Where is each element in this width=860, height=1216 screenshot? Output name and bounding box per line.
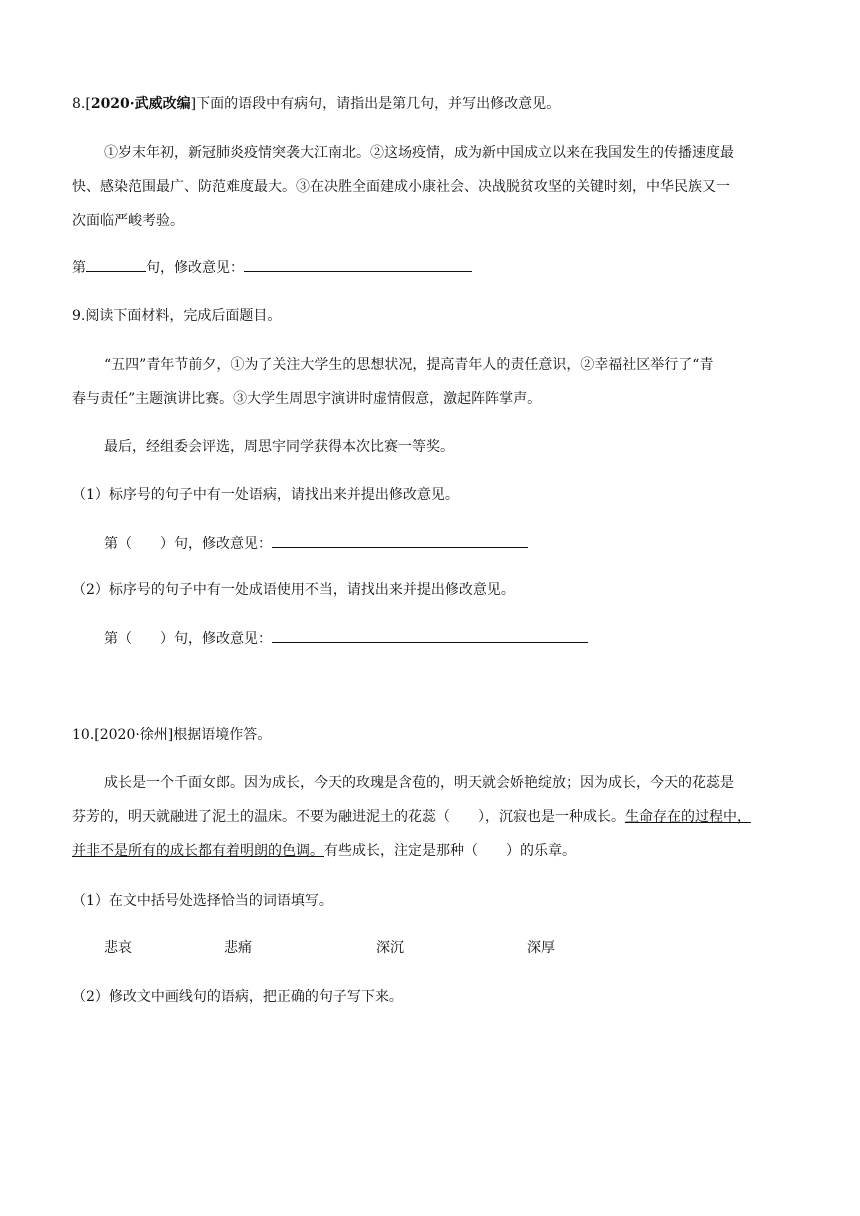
q8-answer-mid: 句，修改意见： bbox=[146, 260, 244, 276]
q8-number: 8.[ bbox=[72, 96, 91, 112]
q8-passage-line-3: 次面临严峻考验。 bbox=[72, 213, 184, 229]
q9-passage-line-1: “五四”青年节前夕，①为了关注大学生的思想状况，提高青年人的责任意识，②幸福社区举行了“青 bbox=[104, 357, 714, 373]
q9-sub2-revision-blank[interactable] bbox=[272, 628, 588, 643]
q10-underlined-sentence-part-1: 生命存在的过程中， bbox=[625, 809, 751, 825]
q10-option-3: 深沉 bbox=[376, 940, 404, 956]
q9-sub2-answer-text: 第（ ）句，修改意见： bbox=[104, 631, 272, 647]
q10-option-1: 悲哀 bbox=[104, 940, 132, 956]
q10-passage-line-1: 成长是一个千面女郎。因为成长，今天的玫瑰是含苞的，明天就会娇艳绽放；因为成长，今天的花蕊是 bbox=[104, 775, 734, 791]
q9-sub2: （2）标序号的句子中有一处成语使用不当，请找出来并提出修改意见。 bbox=[72, 582, 515, 598]
q10-option-2: 悲痛 bbox=[224, 940, 252, 956]
q10-passage-line-3 bbox=[72, 841, 576, 861]
q8-passage-line-1: ①岁末年初，新冠肺炎疫情突袭大江南北。②这场疫情，成为新中国成立以来在我国发生的传播速度最 bbox=[104, 145, 734, 161]
q10-sub1: （1）在文中括号处选择恰当的词语填写。 bbox=[72, 893, 333, 909]
q9-sub1-answer-line bbox=[104, 533, 528, 554]
q9-stem: 9.阅读下面材料，完成后面题目。 bbox=[72, 308, 282, 324]
q8-source: 2020·武威改编 bbox=[90, 96, 191, 112]
q8-stem-text: ]下面的语段中有病句，请指出是第几句，并写出修改意见。 bbox=[190, 96, 561, 112]
q9-sub2-answer-line bbox=[104, 628, 588, 649]
q8-sentence-blank[interactable] bbox=[86, 257, 146, 272]
q8-passage-line-2: 快、感染范围最广、防范难度最大。③在决胜全面建成小康社会、决战脱贫攻坚的关键时刻，中华民族又一 bbox=[72, 179, 730, 195]
q9-sub1: （1）标序号的句子中有一处语病，请找出来并提出修改意见。 bbox=[72, 487, 459, 503]
q8-answer-prefix: 第 bbox=[72, 260, 86, 276]
q9-passage-line-3: 最后，经组委会评选，周思宇同学获得本次比赛一等奖。 bbox=[104, 439, 454, 455]
q8-answer-line bbox=[72, 257, 472, 278]
q9-passage-line-2: 春与责任”主题演讲比赛。③大学生周思宇演讲时虚情假意，激起阵阵掌声。 bbox=[72, 391, 542, 407]
q10-passage-line-2-text: 芬芳的，明天就融进了泥土的温床。不要为融进泥土的花蕊（ ），沉寂也是一种成长。 bbox=[72, 809, 625, 825]
q8-revision-blank[interactable] bbox=[244, 257, 472, 272]
q10-stem: 10.[2020·徐州]根据语境作答。 bbox=[72, 727, 272, 743]
q10-passage-line-2 bbox=[72, 807, 751, 827]
q8-stem bbox=[72, 94, 560, 114]
q9-sub1-revision-blank[interactable] bbox=[272, 533, 528, 548]
q9-sub1-answer-text: 第（ ）句，修改意见： bbox=[104, 536, 272, 552]
q10-passage-line-3-text: 有些成长，注定是那种（ ）的乐章。 bbox=[324, 843, 576, 859]
q10-sub2: （2）修改文中画线句的语病，把正确的句子写下来。 bbox=[72, 989, 403, 1005]
q10-underlined-sentence-part-2: 并非不是所有的成长都有着明朗的色调。 bbox=[72, 843, 324, 859]
q10-option-4: 深厚 bbox=[527, 940, 555, 956]
